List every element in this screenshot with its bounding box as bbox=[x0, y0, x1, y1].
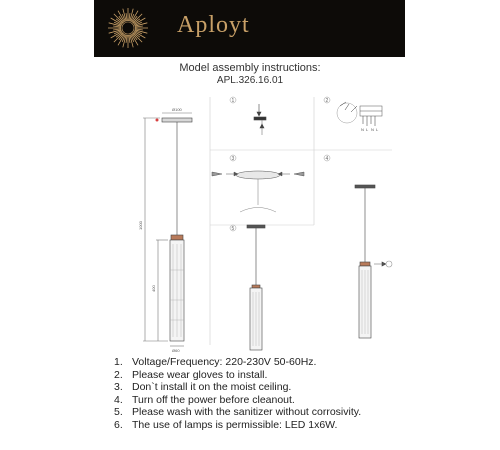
instruction-item: 3. Don`t install it on the moist ceiling. bbox=[114, 381, 292, 394]
svg-text:N: N bbox=[361, 127, 364, 132]
svg-text:3: 3 bbox=[231, 156, 235, 162]
svg-text:L: L bbox=[376, 127, 379, 132]
model-number: APL.326.16.01 bbox=[216, 75, 284, 86]
total-height-label: 1000 bbox=[138, 221, 143, 230]
shade-height-label: 400 bbox=[151, 285, 156, 292]
svg-text:4: 4 bbox=[325, 156, 329, 162]
step2-wiring bbox=[337, 102, 382, 126]
instruction-item: 1. Voltage/Frequency: 220-230V 50-60Hz. bbox=[114, 356, 317, 368]
lamp-dimension-drawing bbox=[143, 113, 192, 346]
page-title: Model assembly instructions: bbox=[179, 62, 321, 74]
svg-text:2: 2 bbox=[325, 98, 329, 104]
svg-text:N: N bbox=[371, 127, 374, 132]
brand-name: Aployt bbox=[177, 12, 250, 38]
step3-canopy bbox=[212, 171, 304, 212]
svg-text:5: 5 bbox=[231, 226, 235, 232]
svg-text:1: 1 bbox=[231, 98, 235, 104]
step-markers bbox=[230, 97, 330, 232]
svg-text:L: L bbox=[366, 127, 369, 132]
tube-diameter-label: Ø60 bbox=[172, 348, 180, 353]
instruction-item: 5. Please wash with the sanitizer without corrosivity. bbox=[114, 406, 362, 419]
instruction-item: 2. Please wear gloves to install. bbox=[114, 368, 268, 381]
instruction-item: 4. Turn off the power before cleanout. bbox=[114, 393, 295, 406]
canopy-diameter-label: Ø100 bbox=[172, 107, 182, 112]
instructions-list bbox=[114, 356, 361, 432]
step1-bracket bbox=[254, 104, 266, 135]
step5-lamp bbox=[247, 225, 265, 350]
instruction-item: 6. The use of lamps is permissible: LED 1x6W. bbox=[114, 418, 338, 431]
step4-lamp-install bbox=[355, 185, 392, 338]
